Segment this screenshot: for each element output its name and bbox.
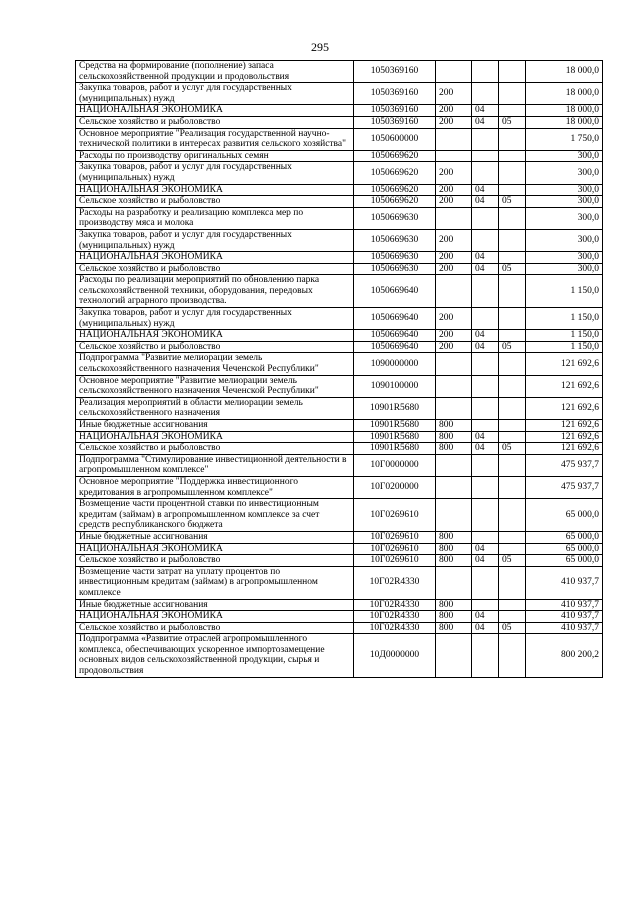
row-subsection-cell: 05 bbox=[499, 196, 526, 208]
row-expense-type-cell: 800 bbox=[436, 599, 472, 611]
row-name-cell: Сельское хозяйство и рыболовство bbox=[76, 443, 354, 455]
row-name-cell: Сельское хозяйство и рыболовство bbox=[76, 555, 354, 567]
row-amount-cell: 121 692,6 bbox=[526, 375, 603, 397]
row-amount-cell: 18 000,0 bbox=[526, 61, 603, 83]
row-amount-cell: 121 692,6 bbox=[526, 420, 603, 432]
row-name-cell: Основное мероприятие "Развитие мелиорации земель сельскохозяйственного назначения Чеченской Республики" bbox=[76, 375, 354, 397]
table-row bbox=[76, 454, 603, 476]
row-amount-cell: 475 937,7 bbox=[526, 454, 603, 476]
table-row bbox=[76, 184, 603, 196]
row-name-cell: Закупка товаров, работ и услуг для государственных (муниципальных) нужд bbox=[76, 229, 354, 251]
row-subsection-cell: 05 bbox=[499, 443, 526, 455]
row-expense-type-cell bbox=[436, 454, 472, 476]
row-expense-type-cell: 800 bbox=[436, 443, 472, 455]
row-name-cell: Подпрограмма "Развитие мелиорации земель сельскохозяйственного назначения Чеченской Республики" bbox=[76, 353, 354, 375]
row-section-cell bbox=[472, 397, 499, 419]
row-target-article-cell: 10901R5680 bbox=[354, 431, 436, 443]
row-subsection-cell bbox=[499, 275, 526, 308]
row-target-article-cell: 10Г02R4330 bbox=[354, 599, 436, 611]
row-section-cell bbox=[472, 83, 499, 105]
row-section-cell bbox=[472, 531, 499, 543]
row-amount-cell: 121 692,6 bbox=[526, 431, 603, 443]
row-expense-type-cell bbox=[436, 375, 472, 397]
row-target-article-cell: 1050669640 bbox=[354, 341, 436, 353]
row-expense-type-cell: 200 bbox=[436, 196, 472, 208]
row-section-cell: 04 bbox=[472, 611, 499, 623]
row-name-cell: Расходы по реализации мероприятий по обновлению парка сельскохозяйственной техники, оборудования, передовых технологий аграрного производства. bbox=[76, 275, 354, 308]
row-name-cell: Реализация мероприятий в области мелиорации земель сельскохозяйственного назначения bbox=[76, 397, 354, 419]
row-expense-type-cell bbox=[436, 150, 472, 162]
page-number: 295 bbox=[311, 40, 329, 54]
row-subsection-cell bbox=[499, 229, 526, 251]
row-subsection-cell bbox=[499, 543, 526, 555]
row-section-cell bbox=[472, 229, 499, 251]
row-subsection-cell bbox=[499, 83, 526, 105]
row-amount-cell: 18 000,0 bbox=[526, 83, 603, 105]
budget-table-body bbox=[76, 61, 603, 678]
row-target-article-cell: 1050669640 bbox=[354, 330, 436, 342]
row-name-cell: НАЦИОНАЛЬНАЯ ЭКОНОМИКА bbox=[76, 611, 354, 623]
row-section-cell bbox=[472, 150, 499, 162]
row-expense-type-cell: 800 bbox=[436, 611, 472, 623]
row-expense-type-cell: 200 bbox=[436, 105, 472, 117]
row-amount-cell: 18 000,0 bbox=[526, 105, 603, 117]
row-expense-type-cell: 800 bbox=[436, 543, 472, 555]
row-expense-type-cell bbox=[436, 476, 472, 498]
table-row bbox=[76, 196, 603, 208]
row-amount-cell: 65 000,0 bbox=[526, 555, 603, 567]
row-amount-cell: 410 937,7 bbox=[526, 611, 603, 623]
table-row bbox=[76, 207, 603, 229]
row-subsection-cell bbox=[499, 420, 526, 432]
row-target-article-cell: 1050669620 bbox=[354, 196, 436, 208]
row-target-article-cell: 1050669640 bbox=[354, 308, 436, 330]
row-subsection-cell bbox=[499, 61, 526, 83]
row-section-cell bbox=[472, 162, 499, 184]
row-name-cell: Средства на формирование (пополнение) запаса сельскохозяйственной продукции и продовольствия bbox=[76, 61, 354, 83]
table-row bbox=[76, 634, 603, 677]
table-row bbox=[76, 252, 603, 264]
row-name-cell: Сельское хозяйство и рыболовство bbox=[76, 341, 354, 353]
row-section-cell bbox=[472, 308, 499, 330]
row-section-cell bbox=[472, 499, 499, 532]
row-name-cell: Возмещение части затрат на уплату процентов по инвестиционным кредитам (займам) в агропромышленном комплексе bbox=[76, 566, 354, 599]
row-section-cell bbox=[472, 420, 499, 432]
row-amount-cell: 300,0 bbox=[526, 207, 603, 229]
row-expense-type-cell: 200 bbox=[436, 229, 472, 251]
row-subsection-cell: 05 bbox=[499, 555, 526, 567]
row-expense-type-cell bbox=[436, 275, 472, 308]
row-section-cell bbox=[472, 275, 499, 308]
row-amount-cell: 410 937,7 bbox=[526, 622, 603, 634]
row-amount-cell: 1 750,0 bbox=[526, 128, 603, 150]
row-target-article-cell: 10Д0000000 bbox=[354, 634, 436, 677]
row-amount-cell: 410 937,7 bbox=[526, 566, 603, 599]
row-section-cell: 04 bbox=[472, 443, 499, 455]
table-row bbox=[76, 531, 603, 543]
table-row bbox=[76, 622, 603, 634]
row-expense-type-cell: 200 bbox=[436, 184, 472, 196]
row-subsection-cell bbox=[499, 476, 526, 498]
row-subsection-cell bbox=[499, 397, 526, 419]
table-row bbox=[76, 420, 603, 432]
row-expense-type-cell bbox=[436, 61, 472, 83]
row-section-cell bbox=[472, 128, 499, 150]
row-amount-cell: 300,0 bbox=[526, 196, 603, 208]
table-row bbox=[76, 150, 603, 162]
row-target-article-cell: 1050369160 bbox=[354, 116, 436, 128]
row-name-cell: НАЦИОНАЛЬНАЯ ЭКОНОМИКА bbox=[76, 105, 354, 117]
row-target-article-cell: 1090000000 bbox=[354, 353, 436, 375]
row-section-cell: 04 bbox=[472, 116, 499, 128]
table-row bbox=[76, 499, 603, 532]
table-row bbox=[76, 375, 603, 397]
table-row bbox=[76, 443, 603, 455]
row-expense-type-cell bbox=[436, 397, 472, 419]
row-expense-type-cell: 200 bbox=[436, 263, 472, 275]
row-subsection-cell: 05 bbox=[499, 341, 526, 353]
row-name-cell: Возмещение части процентной ставки по инвестиционным кредитам (займам) в агропромышленном комплексе за счет средств республиканского бюджета bbox=[76, 499, 354, 532]
row-expense-type-cell bbox=[436, 353, 472, 375]
row-section-cell bbox=[472, 566, 499, 599]
table-row bbox=[76, 128, 603, 150]
row-target-article-cell: 10Г0269610 bbox=[354, 531, 436, 543]
row-amount-cell: 65 000,0 bbox=[526, 543, 603, 555]
row-target-article-cell: 1050600000 bbox=[354, 128, 436, 150]
row-expense-type-cell: 200 bbox=[436, 252, 472, 264]
budget-table bbox=[75, 60, 603, 678]
row-subsection-cell bbox=[499, 499, 526, 532]
row-expense-type-cell: 800 bbox=[436, 555, 472, 567]
table-row bbox=[76, 229, 603, 251]
table-row bbox=[76, 476, 603, 498]
row-name-cell: Сельское хозяйство и рыболовство bbox=[76, 263, 354, 275]
row-section-cell bbox=[472, 634, 499, 677]
row-target-article-cell: 1050669620 bbox=[354, 150, 436, 162]
row-expense-type-cell: 800 bbox=[436, 431, 472, 443]
row-section-cell bbox=[472, 454, 499, 476]
row-target-article-cell: 10Г0000000 bbox=[354, 454, 436, 476]
row-target-article-cell: 10Г0269610 bbox=[354, 555, 436, 567]
row-subsection-cell bbox=[499, 162, 526, 184]
row-section-cell bbox=[472, 61, 499, 83]
row-expense-type-cell: 200 bbox=[436, 341, 472, 353]
table-row bbox=[76, 611, 603, 623]
row-amount-cell: 300,0 bbox=[526, 184, 603, 196]
row-section-cell bbox=[472, 599, 499, 611]
table-row bbox=[76, 105, 603, 117]
row-name-cell: Подпрограмма "Стимулирование инвестиционной деятельности в агропромышленном комплексе" bbox=[76, 454, 354, 476]
row-section-cell: 04 bbox=[472, 341, 499, 353]
table-row bbox=[76, 275, 603, 308]
row-target-article-cell: 1050669640 bbox=[354, 275, 436, 308]
row-amount-cell: 121 692,6 bbox=[526, 353, 603, 375]
row-subsection-cell bbox=[499, 150, 526, 162]
row-amount-cell: 1 150,0 bbox=[526, 341, 603, 353]
row-expense-type-cell: 800 bbox=[436, 622, 472, 634]
row-amount-cell: 1 150,0 bbox=[526, 275, 603, 308]
table-row bbox=[76, 61, 603, 83]
row-name-cell: НАЦИОНАЛЬНАЯ ЭКОНОМИКА bbox=[76, 431, 354, 443]
table-row bbox=[76, 330, 603, 342]
row-amount-cell: 121 692,6 bbox=[526, 397, 603, 419]
row-expense-type-cell: 200 bbox=[436, 162, 472, 184]
row-name-cell: Подпрограмма «Развитие отраслей агропромышленного комплекса, обеспечивающих ускоренное импортозамещение основных видов сельскохозяйственной продукции, сырья и продовольствия bbox=[76, 634, 354, 677]
row-name-cell: Иные бюджетные ассигнования bbox=[76, 599, 354, 611]
row-subsection-cell bbox=[499, 105, 526, 117]
row-target-article-cell: 1050669630 bbox=[354, 207, 436, 229]
row-target-article-cell: 1050669630 bbox=[354, 252, 436, 264]
row-name-cell: Сельское хозяйство и рыболовство bbox=[76, 622, 354, 634]
row-name-cell: НАЦИОНАЛЬНАЯ ЭКОНОМИКА bbox=[76, 543, 354, 555]
row-subsection-cell bbox=[499, 353, 526, 375]
row-name-cell: Расходы на разработку и реализацию комплекса мер по производству мяса и молока bbox=[76, 207, 354, 229]
row-subsection-cell bbox=[499, 128, 526, 150]
table-row bbox=[76, 397, 603, 419]
row-target-article-cell: 10Г0200000 bbox=[354, 476, 436, 498]
row-subsection-cell bbox=[499, 330, 526, 342]
row-amount-cell: 121 692,6 bbox=[526, 443, 603, 455]
row-amount-cell: 300,0 bbox=[526, 263, 603, 275]
row-name-cell: Основное мероприятие "Реализация государственной научно-технической политики в интересах развития сельского хозяйства" bbox=[76, 128, 354, 150]
row-subsection-cell: 05 bbox=[499, 263, 526, 275]
row-name-cell: Иные бюджетные ассигнования bbox=[76, 531, 354, 543]
row-subsection-cell bbox=[499, 308, 526, 330]
row-target-article-cell: 10Г02R4330 bbox=[354, 622, 436, 634]
row-amount-cell: 18 000,0 bbox=[526, 116, 603, 128]
row-amount-cell: 475 937,7 bbox=[526, 476, 603, 498]
row-amount-cell: 1 150,0 bbox=[526, 308, 603, 330]
table-row bbox=[76, 83, 603, 105]
row-target-article-cell: 1050369160 bbox=[354, 105, 436, 117]
row-expense-type-cell bbox=[436, 128, 472, 150]
row-name-cell: Основное мероприятие "Поддержка инвестиционного кредитования в агропромышленном комплексе" bbox=[76, 476, 354, 498]
row-target-article-cell: 1050669630 bbox=[354, 263, 436, 275]
row-amount-cell: 300,0 bbox=[526, 229, 603, 251]
row-expense-type-cell: 200 bbox=[436, 116, 472, 128]
row-expense-type-cell bbox=[436, 207, 472, 229]
row-section-cell: 04 bbox=[472, 555, 499, 567]
row-target-article-cell: 10901R5680 bbox=[354, 397, 436, 419]
row-target-article-cell: 1050669630 bbox=[354, 229, 436, 251]
row-section-cell: 04 bbox=[472, 105, 499, 117]
row-subsection-cell bbox=[499, 611, 526, 623]
row-name-cell: Сельское хозяйство и рыболовство bbox=[76, 196, 354, 208]
row-section-cell: 04 bbox=[472, 263, 499, 275]
row-section-cell bbox=[472, 207, 499, 229]
row-section-cell: 04 bbox=[472, 543, 499, 555]
row-amount-cell: 65 000,0 bbox=[526, 531, 603, 543]
row-target-article-cell: 1050369160 bbox=[354, 61, 436, 83]
row-name-cell: НАЦИОНАЛЬНАЯ ЭКОНОМИКА bbox=[76, 184, 354, 196]
table-row bbox=[76, 263, 603, 275]
row-expense-type-cell bbox=[436, 566, 472, 599]
row-name-cell: Закупка товаров, работ и услуг для государственных (муниципальных) нужд bbox=[76, 162, 354, 184]
row-target-article-cell: 1090100000 bbox=[354, 375, 436, 397]
row-name-cell: НАЦИОНАЛЬНАЯ ЭКОНОМИКА bbox=[76, 330, 354, 342]
row-subsection-cell bbox=[499, 207, 526, 229]
row-section-cell bbox=[472, 476, 499, 498]
row-amount-cell: 800 200,2 bbox=[526, 634, 603, 677]
row-subsection-cell bbox=[499, 634, 526, 677]
table-row bbox=[76, 431, 603, 443]
row-subsection-cell: 05 bbox=[499, 116, 526, 128]
table-row bbox=[76, 341, 603, 353]
row-amount-cell: 65 000,0 bbox=[526, 499, 603, 532]
row-section-cell: 04 bbox=[472, 196, 499, 208]
table-row bbox=[76, 555, 603, 567]
row-subsection-cell bbox=[499, 531, 526, 543]
row-expense-type-cell bbox=[436, 499, 472, 532]
row-target-article-cell: 1050369160 bbox=[354, 83, 436, 105]
row-name-cell: Расходы по производству оригинальных семян bbox=[76, 150, 354, 162]
row-section-cell: 04 bbox=[472, 431, 499, 443]
table-row bbox=[76, 116, 603, 128]
row-amount-cell: 300,0 bbox=[526, 150, 603, 162]
table-row bbox=[76, 566, 603, 599]
row-section-cell bbox=[472, 375, 499, 397]
row-name-cell: НАЦИОНАЛЬНАЯ ЭКОНОМИКА bbox=[76, 252, 354, 264]
row-expense-type-cell bbox=[436, 634, 472, 677]
row-expense-type-cell: 200 bbox=[436, 83, 472, 105]
row-target-article-cell: 10Г0269610 bbox=[354, 499, 436, 532]
row-amount-cell: 1 150,0 bbox=[526, 330, 603, 342]
row-name-cell: Иные бюджетные ассигнования bbox=[76, 420, 354, 432]
row-section-cell: 04 bbox=[472, 622, 499, 634]
row-target-article-cell: 10901R5680 bbox=[354, 443, 436, 455]
row-expense-type-cell: 200 bbox=[436, 308, 472, 330]
row-expense-type-cell: 200 bbox=[436, 330, 472, 342]
row-target-article-cell: 10Г0269610 bbox=[354, 543, 436, 555]
row-target-article-cell: 10Г02R4330 bbox=[354, 566, 436, 599]
row-section-cell bbox=[472, 353, 499, 375]
row-target-article-cell: 10901R5680 bbox=[354, 420, 436, 432]
row-amount-cell: 300,0 bbox=[526, 252, 603, 264]
row-target-article-cell: 1050669620 bbox=[354, 184, 436, 196]
row-subsection-cell bbox=[499, 454, 526, 476]
table-row bbox=[76, 543, 603, 555]
row-subsection-cell bbox=[499, 599, 526, 611]
table-row bbox=[76, 162, 603, 184]
row-amount-cell: 300,0 bbox=[526, 162, 603, 184]
row-subsection-cell bbox=[499, 252, 526, 264]
row-name-cell: Сельское хозяйство и рыболовство bbox=[76, 116, 354, 128]
row-subsection-cell bbox=[499, 375, 526, 397]
row-subsection-cell bbox=[499, 184, 526, 196]
row-expense-type-cell: 800 bbox=[436, 531, 472, 543]
table-row bbox=[76, 353, 603, 375]
row-amount-cell: 410 937,7 bbox=[526, 599, 603, 611]
row-subsection-cell: 05 bbox=[499, 622, 526, 634]
table-row bbox=[76, 599, 603, 611]
row-target-article-cell: 10Г02R4330 bbox=[354, 611, 436, 623]
row-section-cell: 04 bbox=[472, 252, 499, 264]
table-row bbox=[76, 308, 603, 330]
row-subsection-cell bbox=[499, 566, 526, 599]
row-target-article-cell: 1050669620 bbox=[354, 162, 436, 184]
row-section-cell: 04 bbox=[472, 184, 499, 196]
row-subsection-cell bbox=[499, 431, 526, 443]
row-expense-type-cell: 800 bbox=[436, 420, 472, 432]
row-section-cell: 04 bbox=[472, 330, 499, 342]
row-name-cell: Закупка товаров, работ и услуг для государственных (муниципальных) нужд bbox=[76, 83, 354, 105]
row-name-cell: Закупка товаров, работ и услуг для государственных (муниципальных) нужд bbox=[76, 308, 354, 330]
